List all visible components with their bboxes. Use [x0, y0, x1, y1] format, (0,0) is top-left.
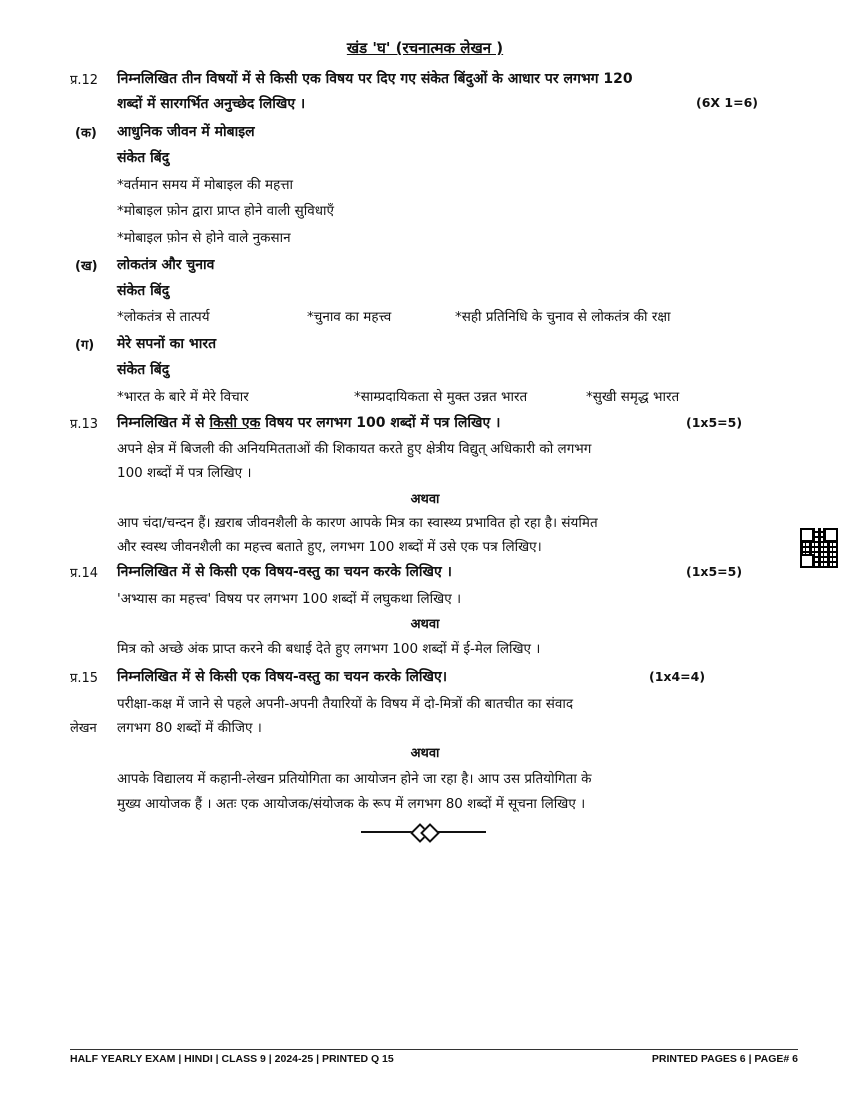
or-separator: अथवा	[410, 492, 440, 507]
hint-point: *लोकतंत्र से तात्पर्य	[117, 309, 210, 325]
hint-point: *साम्प्रदायिकता से मुक्त उन्नत भारत	[354, 389, 528, 405]
footer-divider	[70, 1049, 798, 1050]
section-title: खंड 'घ' (रचनात्मक लेखन )	[346, 39, 504, 57]
question-text: निम्नलिखित में से किसी एक विषय-वस्तु का चयन करके लिखिए ।	[117, 564, 452, 580]
or-separator: अथवा	[410, 617, 440, 632]
end-ornament-line	[438, 831, 486, 833]
or-separator: अथवा	[410, 746, 440, 761]
question-text: निम्नलिखित तीन विषयों में से किसी एक विषय पर दिए गए संकेत बिंदुओं के आधार पर लगभग 120	[117, 71, 633, 87]
question-side-label: लेखन	[70, 721, 97, 736]
option-topic: लोकतंत्र और चुनाव	[117, 257, 215, 273]
question-text-underlined: किसी एक	[209, 415, 261, 431]
option-topic: मेरे सपनों का भारत	[117, 336, 217, 352]
hint-point: *सुखी समृद्ध भारत	[586, 389, 680, 405]
question-body: 'अभ्यास का महत्त्व' विषय पर लगभग 100 शब्दों में लघुकथा लिखिए ।	[117, 591, 462, 607]
marks: (1x5=5)	[686, 415, 743, 430]
question-body: परीक्षा-कक्ष में जाने से पहले अपनी-अपनी तैयारियों के विषय में दो-मित्रों की बातचीत का संवाद	[117, 696, 574, 712]
question-body: मुख्य आयोजक हैं । अतः एक आयोजक/संयोजक के रूप में लगभग 80 शब्दों में सूचना लिखिए ।	[117, 796, 586, 812]
hint-point: *भारत के बारे में मेरे विचार	[117, 389, 249, 405]
question-body: मित्र को अच्छे अंक प्राप्त करने की बधाई देते हुए लगभग 100 शब्दों में ई-मेल लिखिए ।	[117, 641, 541, 657]
hint-point: *मोबाइल फ़ोन द्वारा प्राप्त होने वाली सुविधाएँ	[117, 203, 334, 219]
qr-code	[800, 528, 838, 568]
option-topic: आधुनिक जीवन में मोबाइल	[117, 124, 255, 140]
question-text-part: विषय पर लगभग 100 शब्दों में पत्र लिखिए ।	[265, 415, 501, 431]
question-number: प्र.14	[70, 566, 99, 581]
option-label: (क)	[75, 126, 97, 141]
marks: (1x4=4)	[649, 669, 706, 684]
question-body: आपके विद्यालय में कहानी-लेखन प्रतियोगिता का आयोजन होने जा रहा है। आप उस प्रतियोगिता के	[117, 771, 592, 787]
option-label: (ग)	[75, 338, 95, 353]
question-body: लगभग 80 शब्दों में कीजिए ।	[117, 720, 262, 736]
hint-point: *मोबाइल फ़ोन से होने वाले नुकसान	[117, 230, 291, 246]
hint-point: *सही प्रतिनिधि के चुनाव से लोकतंत्र की रक्षा	[455, 309, 671, 325]
marks: (1x5=5)	[686, 564, 743, 579]
question-text: निम्नलिखित में से किसी एक विषय-वस्तु का चयन करके लिखिए।	[117, 669, 447, 685]
question-text: शब्दों में सारगर्भित अनुच्छेद लिखिए ।	[117, 96, 306, 112]
hint-title: संकेत बिंदु	[117, 150, 170, 166]
hint-point: *वर्तमान समय में मोबाइल की महत्ता	[117, 177, 294, 193]
footer-left: HALF YEARLY EXAM | HINDI | CLASS 9 | 2024-25 | PRINTED Q 15	[70, 1053, 394, 1065]
hint-title: संकेत बिंदु	[117, 362, 170, 378]
question-body: 100 शब्दों में पत्र लिखिए ।	[117, 465, 252, 481]
question-number: प्र.12	[70, 73, 99, 88]
question-body: आप चंदा/चन्दन हैं। ख़राब जीवनशैली के कारण आपके मित्र का स्वास्थ्य प्रभावित हो रहा है। संयमित	[117, 515, 598, 531]
option-label: (ख)	[75, 259, 98, 274]
question-body: अपने क्षेत्र में बिजली की अनियमितताओं की शिकायत करते हुए क्षेत्रीय विद्युत् अधिकारी को लगभग	[117, 441, 592, 457]
marks: (6X 1=6)	[696, 95, 758, 110]
footer-right: PRINTED PAGES 6 | PAGE# 6	[651, 1053, 798, 1065]
hint-title: संकेत बिंदु	[117, 283, 170, 299]
question-text	[117, 413, 500, 432]
question-text-part: निम्नलिखित में से	[117, 415, 205, 431]
question-number: प्र.13	[70, 417, 99, 432]
end-ornament-line	[361, 831, 413, 833]
question-number: प्र.15	[70, 671, 99, 686]
question-body: और स्वस्थ जीवनशैली का महत्त्व बताते हुए, लगभग 100 शब्दों में उसे एक पत्र लिखिए।	[117, 539, 542, 555]
hint-point: *चुनाव का महत्त्व	[307, 309, 392, 325]
